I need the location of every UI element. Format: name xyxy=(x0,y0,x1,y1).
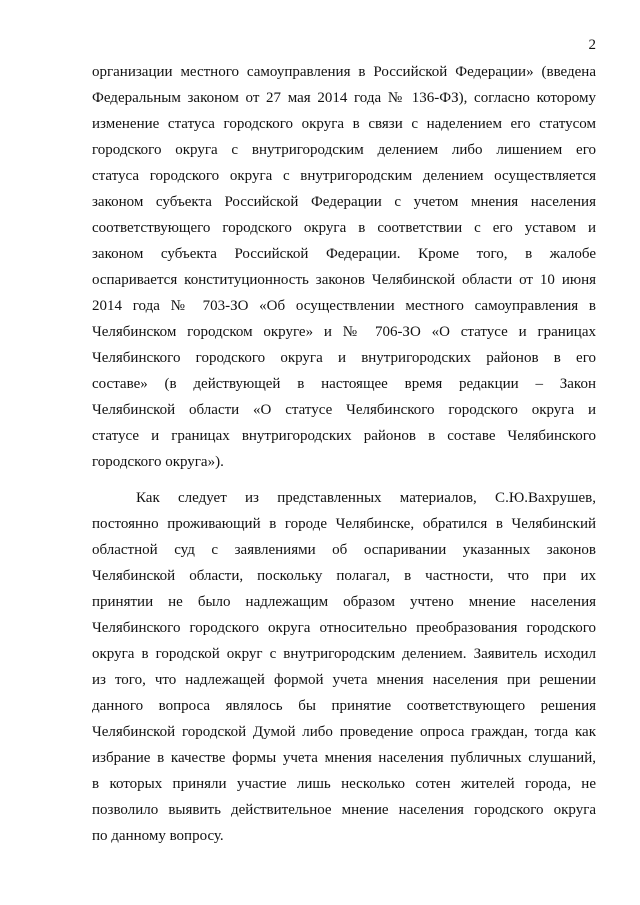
text-line: статуса городского округа с внутригородским делением осуществляется xyxy=(92,168,596,184)
text-line: городского округа»). xyxy=(92,454,224,470)
text-line: оспаривается конституционность законов Челябинской области от 10 июня xyxy=(92,272,596,288)
text-line: избрание в качестве формы учета мнения населения публичных слушаний, xyxy=(92,750,596,766)
text-line: Федеральным законом от 27 мая 2014 года № 136-ФЗ), согласно которому xyxy=(92,90,596,106)
text-line: по данному вопросу. xyxy=(92,828,224,844)
text-line: принятии не было надлежащим образом учтено мнение населения xyxy=(92,594,596,610)
text-line: статусе и границах внутригородских районов в составе Челябинского xyxy=(92,428,596,444)
paragraph-1 xyxy=(92,59,596,475)
text-line: Челябинской области «О статусе Челябинского городского округа и xyxy=(92,402,596,418)
document-body xyxy=(92,59,596,849)
text-line: из того, что надлежащей формой учета мнения населения при решении xyxy=(92,672,596,688)
text-line: организации местного самоуправления в Российской Федерации» (введена xyxy=(92,64,596,80)
text-line: в которых приняли участие лишь несколько сотен жителей города, не xyxy=(92,776,596,792)
text-line: Челябинского городского округа и внутригородских районов в его xyxy=(92,350,596,366)
text-line: Челябинской городской Думой либо проведение опроса граждан, тогда как xyxy=(92,724,596,740)
text-line: областной суд с заявлениями об оспаривании указанных законов xyxy=(92,542,596,558)
text-line: позволило выявить действительное мнение населения городского округа xyxy=(92,802,596,818)
text-line: городского округа с внутригородским делением либо лишением его xyxy=(92,142,596,158)
text-line: данного вопроса являлось бы принятие соответствующего решения xyxy=(92,698,596,714)
text-line: Челябинского городского округа относительно преобразования городского xyxy=(92,620,596,636)
page-number: 2 xyxy=(588,37,596,53)
text-line: постоянно проживающий в городе Челябинске, обратился в Челябинский xyxy=(92,516,596,532)
text-line: Челябинской области, поскольку полагал, в частности, что при их xyxy=(92,568,596,584)
text-line: Челябинском городском округе» и № 706-ЗО «О статусе и границах xyxy=(92,324,596,340)
text-line: округа в городской округ с внутригородским делением. Заявитель исходил xyxy=(92,646,596,662)
text-line: изменение статуса городского округа в связи с наделением его статусом xyxy=(92,116,596,132)
paragraph-2 xyxy=(92,485,596,849)
text-line: законом субъекта Российской Федерации. Кроме того, в жалобе xyxy=(92,246,596,262)
text-line: 2014 года № 703-ЗО «Об осуществлении местного самоуправления в xyxy=(92,298,596,314)
text-line: законом субъекта Российской Федерации с учетом мнения населения xyxy=(92,194,596,210)
text-line: Как следует из представленных материалов, С.Ю.Вахрушев, xyxy=(136,490,596,506)
text-line: соответствующего городского округа в соответствии с его уставом и xyxy=(92,220,596,236)
paragraph-gap xyxy=(92,475,596,485)
text-line: составе» (в действующей в настоящее время редакции – Закон xyxy=(92,376,596,392)
